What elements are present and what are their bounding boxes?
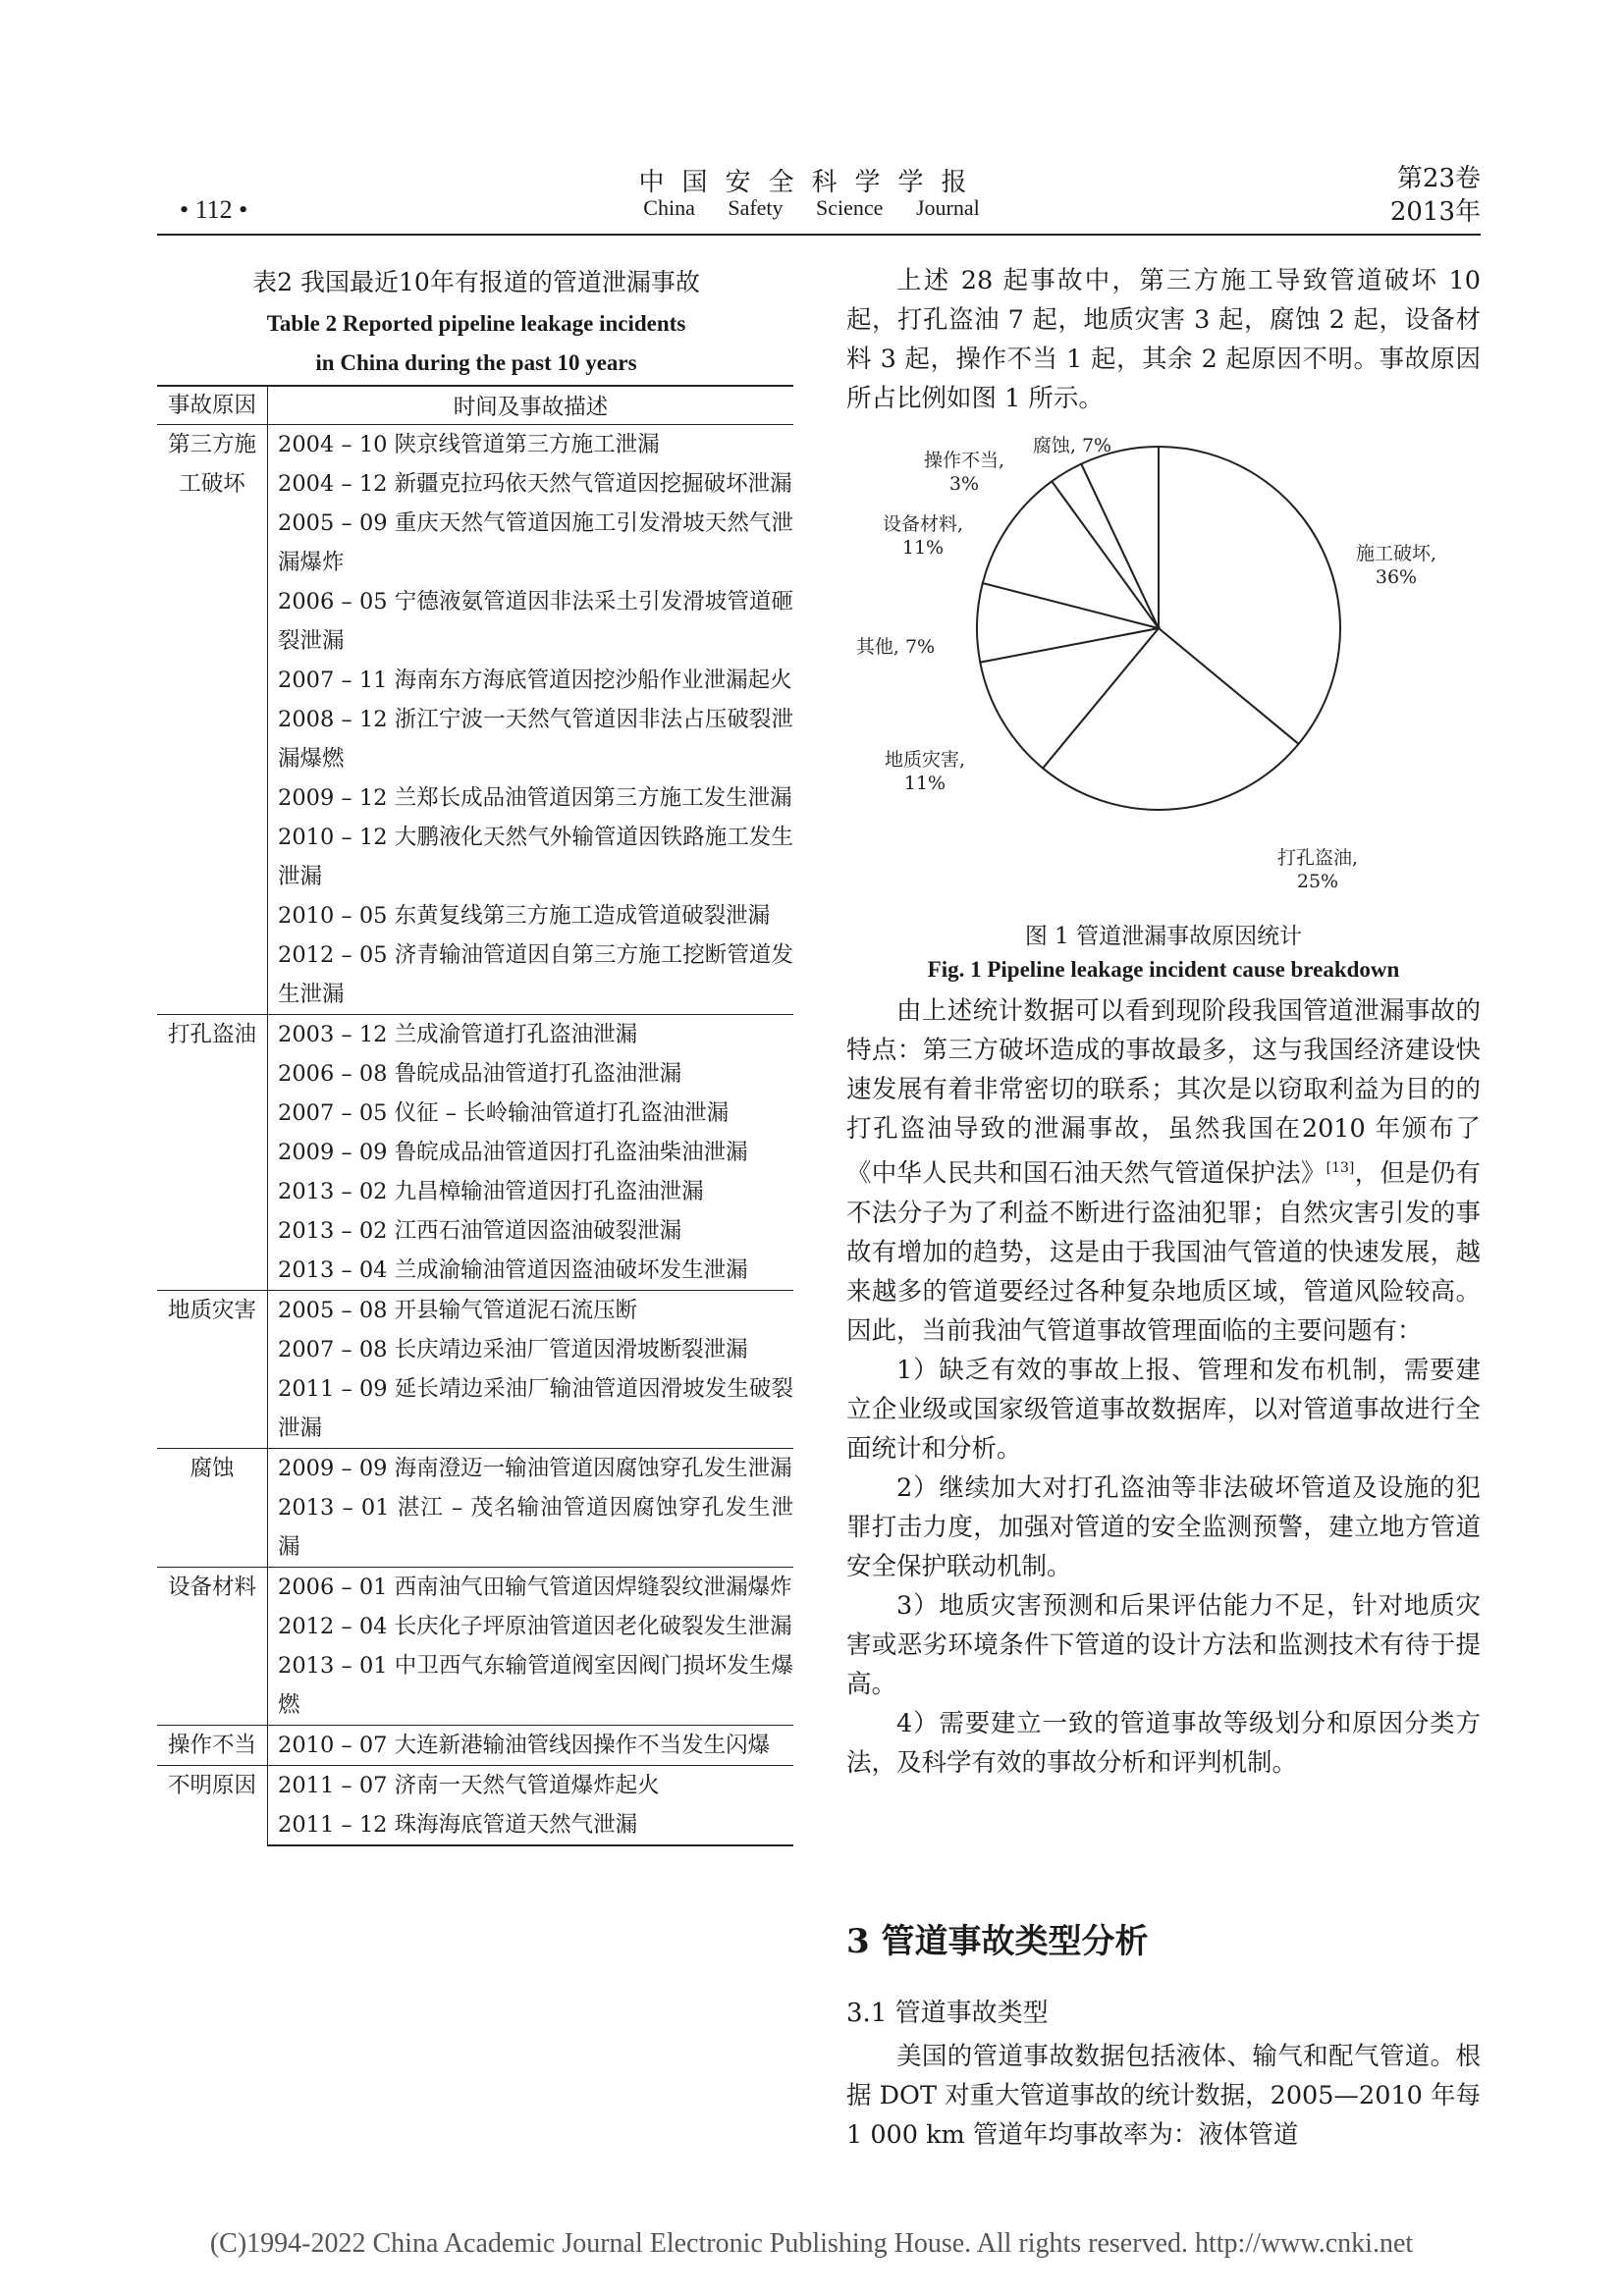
incident-description: 2011 – 12 珠海海底管道天然气泄漏 — [268, 1805, 794, 1845]
table-row — [157, 1449, 793, 1489]
table-header-row — [157, 386, 793, 425]
incident-description: 2006 – 01 西南油气田输气管道因焊缝裂纹泄漏爆炸 — [268, 1568, 794, 1608]
pie-chart — [846, 432, 1481, 903]
incident-description: 2011 – 09 延长靖边采油厂输油管道因滑坡发生破裂泄漏 — [278, 1376, 793, 1441]
table-row — [157, 1015, 793, 1055]
incident-description: 2005 – 08 开县输气管道泥石流压断 — [268, 1291, 794, 1331]
incident-description: 2010 – 12 大鹏液化天然气外输管道因铁路施工发生泄漏 — [278, 825, 793, 889]
incident-description: 2006 – 05 宁德液氨管道因非法采土引发滑坡管道砸裂泄漏 — [278, 589, 793, 654]
incident-description: 2013 – 02 江西石油管道因盗油破裂泄漏 — [278, 1218, 682, 1244]
slice-percent-2: 11% — [903, 773, 947, 794]
table-caption-en-line2: in China during the past 10 years — [315, 350, 637, 375]
incident-description: 2009 – 09 海南澄迈一输油管道因腐蚀穿孔发生泄漏 — [268, 1449, 794, 1489]
slice-label-2: 地质灾害, — [884, 749, 966, 771]
incident-table — [157, 385, 793, 1846]
incident-description: 2010 – 07 大连新港输油管线因操作不当发生闪爆 — [268, 1726, 794, 1766]
cause-label: 地质灾害 — [168, 1298, 257, 1323]
cause-cell — [157, 425, 268, 1015]
cause-label: 腐蚀 — [189, 1456, 235, 1481]
incident-description: 2008 – 12 浙江宁波一天然气管道因非法占压破裂泄漏爆燃 — [278, 707, 793, 772]
copyright-footer: (C)1994-2022 China Academic Journal Electronic Publishing House. All rights reserved. http://www.cnki.net — [209, 2228, 1414, 2259]
section-heading-3: 3 管道事故类型分析 — [846, 1922, 1149, 1961]
column-header-cause: 事故原因 — [157, 386, 268, 425]
us-data-text: 美国的管道事故数据包括液体、输气和配气管道。根据 DOT 对重大管道事故的统计数据，2005—2010 年每 1 000 km 管道年均事故率为：液体管道 — [846, 2042, 1481, 2150]
column-header-description: 时间及事故描述 — [268, 386, 794, 425]
table-row — [157, 425, 793, 465]
paragraph-us-data — [846, 2037, 1481, 2155]
discussion-section — [846, 991, 1481, 1783]
cause-cell — [157, 1449, 268, 1568]
problem-item-2: 2）继续加大对打孔盗油等非法破坏管道及设施的犯罪打击力度，加强对管道的安全监测预警，建立地方管道安全保护联动机制。 — [846, 1472, 1481, 1581]
incident-description: 2006 – 08 鲁皖成品油管道打孔盗油泄漏 — [278, 1061, 682, 1087]
slice-label-3: 其他, 7% — [855, 636, 936, 658]
discussion-text-rest: ，但是仍有不法分子为了利益不断进行盗油犯罪；自然灾害引发的事故有增加的趋势，这是由于我国油气管道的快速发展，越来越多的管道要经过各种复杂地质区域，管道风险较高。因此，当前我油气管道事故管理面临的主要问题有： — [846, 1158, 1481, 1346]
volume: 第23卷 — [1396, 164, 1481, 193]
table-caption-en-line1: Table 2 Reported pipeline leakage incidents — [266, 311, 686, 336]
table-row — [157, 1291, 793, 1331]
page-number: • 112 • — [180, 195, 248, 224]
year: 2013年 — [1389, 197, 1481, 227]
cause-label: 第三方施工破坏 — [168, 432, 257, 497]
incident-description: 2007 – 05 仪征 – 长岭输油管道打孔盗油泄漏 — [278, 1100, 730, 1126]
cause-label: 打孔盗油 — [168, 1022, 257, 1047]
cause-cell — [157, 1766, 268, 1846]
table-caption-cn: 表2 我国最近10年有报道的管道泄漏事故 — [252, 268, 700, 296]
incident-description: 2004 – 10 陕京线管道第三方施工泄漏 — [278, 432, 660, 457]
incident-description: 2012 – 04 长庆化子坪原油管道因老化破裂发生泄漏 — [278, 1614, 792, 1639]
incident-description: 2013 – 01 中卫西气东输管道阀室因阀门损坏发生爆燃 — [278, 1653, 793, 1718]
discussion-paragraph — [846, 991, 1481, 1351]
citation-ref: [13] — [1325, 1160, 1355, 1176]
incident-description: 2005 – 09 重庆天然气管道因施工引发滑坡天然气泄漏爆炸 — [278, 510, 793, 575]
slice-label-6: 腐蚀, 7% — [1032, 435, 1112, 456]
slice-percent-5: 3% — [948, 473, 980, 495]
problem-item-3: 3）地质灾害预测和后果评估能力不足，针对地质灾害或恶劣环境条件下管道的设计方法和监测技术有待于提高。 — [846, 1590, 1481, 1699]
cause-cell — [157, 1015, 268, 1291]
discussion-text: 由上述统计数据可以看到现阶段我国管道泄漏事故的特点：第三方破坏造成的事故最多，这与我国经济建设快速发展有着非常密切的联系；其次是以窃取利益为目的的打孔盗油导致的泄漏事故，虽然我国在2010 年颁布了《中华人民共和国石油天然气管道保护法》 — [846, 996, 1481, 1189]
figure-caption-cn: 图 1 管道泄漏事故原因统计 — [1024, 924, 1303, 949]
incident-description: 2013 – 02 九昌樟输油管道因打孔盗油泄漏 — [278, 1179, 704, 1204]
volume-info — [1390, 162, 1481, 229]
problem-item-1: 1）缺乏有效的事故上报、管理和发布机制，需要建立企业级或国家级管道事故数据库，以对管道事故进行全面统计和分析。 — [846, 1355, 1481, 1464]
summary-text: 上述 28 起事故中，第三方施工导致管道破坏 10 起，打孔盗油 7 起，地质灾害 3 起，腐蚀 2 起，设备材料 3 起，操作不当 1 起，其余 2 起原因不明。事故原因所占比例如图 1 所示。 — [846, 266, 1481, 413]
paragraph-summary — [846, 261, 1481, 418]
incident-description: 2010 – 05 东黄复线第三方施工造成管道破裂泄漏 — [278, 903, 771, 929]
incident-description: 2007 – 11 海南东方海底管道因挖沙船作业泄漏起火 — [278, 667, 792, 693]
figure-caption-en: Fig. 1 Pipeline leakage incident cause breakdown — [927, 957, 1400, 982]
incident-description: 2013 – 04 兰成渝输油管道因盗油破坏发生泄漏 — [278, 1257, 748, 1283]
incident-description: 2013 – 01 湛江 – 茂名输油管道因腐蚀穿孔发生泄漏 — [278, 1495, 793, 1560]
cause-cell — [157, 1568, 268, 1726]
incident-description: 2007 – 08 长庆靖边采油厂管道因滑坡断裂泄漏 — [278, 1337, 748, 1362]
subsection-heading-3-1: 3.1 管道事故类型 — [846, 1999, 1049, 2028]
table-row — [157, 1568, 793, 1608]
incident-description: 2003 – 12 兰成渝管道打孔盗油泄漏 — [268, 1015, 794, 1055]
slice-label-5: 操作不当, — [923, 450, 1005, 471]
cause-cell — [157, 1291, 268, 1449]
incident-description: 2009 – 12 兰郑长成品油管道因第三方施工发生泄漏 — [278, 785, 792, 811]
slice-percent-0: 36% — [1375, 566, 1418, 588]
table-caption-en — [157, 304, 795, 383]
cause-label: 不明原因 — [168, 1773, 257, 1798]
slice-percent-4: 11% — [901, 537, 945, 559]
cause-label: 操作不当 — [168, 1733, 257, 1758]
header-rule — [157, 234, 1481, 236]
incident-description: 2009 – 09 鲁皖成品油管道因打孔盗油柴油泄漏 — [278, 1140, 748, 1165]
slice-label-0: 施工破坏, — [1355, 543, 1437, 564]
pie-slices — [977, 447, 1340, 810]
incident-description: 2004 – 12 新疆克拉玛依天然气管道因挖掘破坏泄漏 — [278, 471, 792, 497]
journal-title-cn: 中国安全科学学报 — [638, 168, 985, 197]
problem-item-4: 4）需要建立一致的管道事故等级划分和原因分类方法，及科学有效的事故分析和评判机制。 — [846, 1708, 1481, 1778]
journal-title-en: China Safety Science Journal — [643, 195, 980, 220]
cause-cell — [157, 1726, 268, 1766]
incident-description: 2011 – 07 济南一天然气管道爆炸起火 — [268, 1766, 794, 1806]
table-row — [157, 1726, 793, 1766]
table-row — [157, 1766, 793, 1806]
cause-label: 设备材料 — [168, 1575, 257, 1600]
slice-label-4: 设备材料, — [882, 513, 964, 535]
page-header — [0, 162, 1623, 231]
incident-description: 2012 – 05 济青输油管道因自第三方施工挖断管道发生泄漏 — [278, 942, 793, 1007]
slice-percent-1: 25% — [1296, 871, 1339, 892]
slice-label-1: 打孔盗油, — [1276, 847, 1359, 869]
